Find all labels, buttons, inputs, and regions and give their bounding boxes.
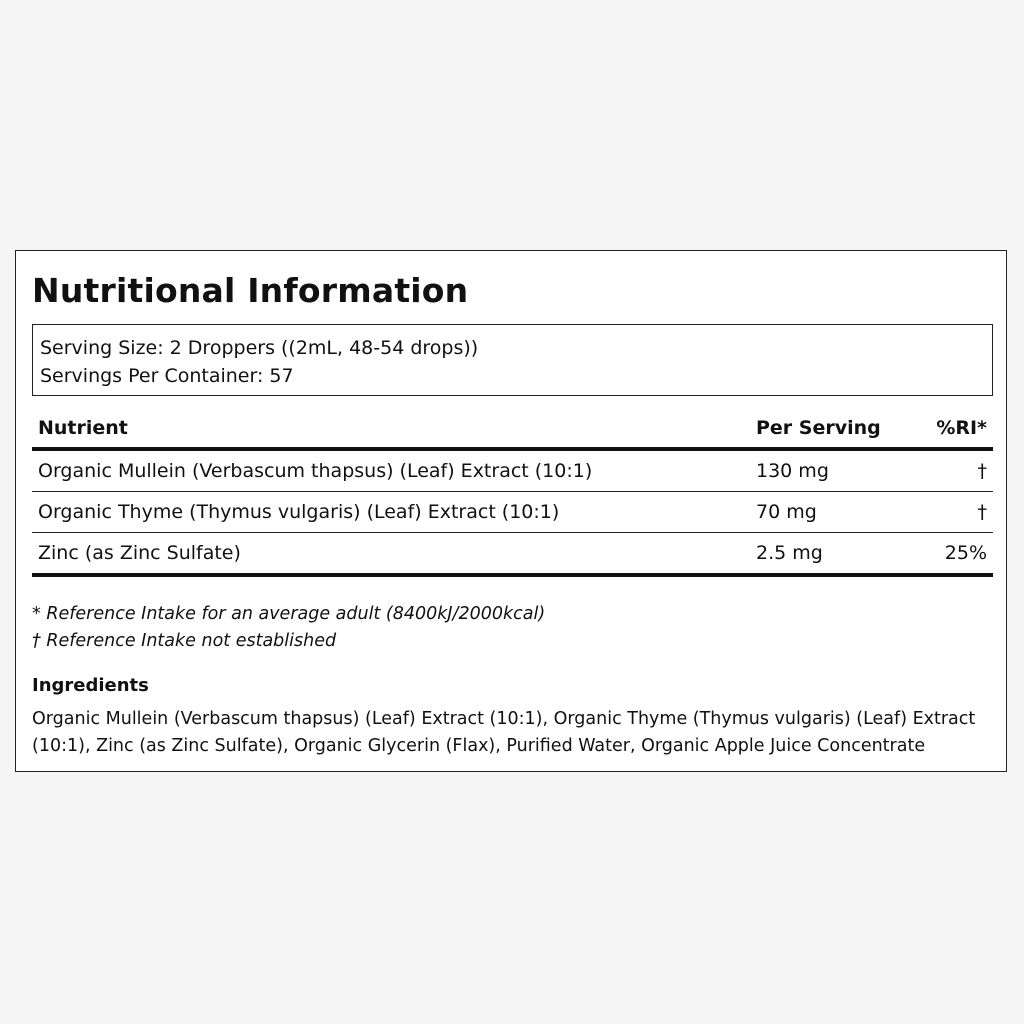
serving-info-box	[32, 324, 993, 396]
footnote-reference-intake: * Reference Intake for an average adult (8400kJ/2000kcal)	[32, 604, 546, 624]
nutrient-name: Organic Thyme (Thymus vulgaris) (Leaf) Extract (10:1)	[32, 492, 750, 533]
serving-size: Serving Size: 2 Droppers ((2mL, 48-54 drops))	[40, 337, 479, 359]
table-row	[32, 533, 993, 576]
nutrient-ri: 25%	[913, 533, 993, 576]
footnotes	[32, 601, 545, 655]
header-nutrient: Nutrient	[32, 408, 750, 449]
ingredients-heading: Ingredients	[32, 675, 149, 696]
nutrient-ri: †	[913, 492, 993, 533]
header-per-serving: Per Serving	[750, 408, 913, 449]
table-header-row	[32, 408, 993, 449]
servings-per-container: Servings Per Container: 57	[40, 365, 294, 387]
footnote-not-established: † Reference Intake not established	[32, 631, 337, 651]
nutrient-amount: 70 mg	[750, 492, 913, 533]
nutrient-name: Organic Mullein (Verbascum thapsus) (Leaf) Extract (10:1)	[32, 449, 750, 492]
nutrient-ri: †	[913, 449, 993, 492]
nutrient-table	[32, 408, 993, 577]
nutrient-name: Zinc (as Zinc Sulfate)	[32, 533, 750, 576]
table-row	[32, 492, 993, 533]
nutrient-amount: 130 mg	[750, 449, 913, 492]
ingredients-list: Organic Mullein (Verbascum thapsus) (Leaf) Extract (10:1), Organic Thyme (Thymus vulgaris) (Leaf) Extract (10:1), Zinc (as Zinc Sulfate), Organic Glycerin (Flax), Purified Water, Organic Apple Juice Concentrate	[32, 709, 976, 756]
header-ri: %RI*	[913, 408, 993, 449]
nutrient-amount: 2.5 mg	[750, 533, 913, 576]
nutrition-panel	[15, 250, 1007, 772]
table-row	[32, 449, 993, 492]
panel-title: Nutritional Information	[32, 271, 469, 310]
